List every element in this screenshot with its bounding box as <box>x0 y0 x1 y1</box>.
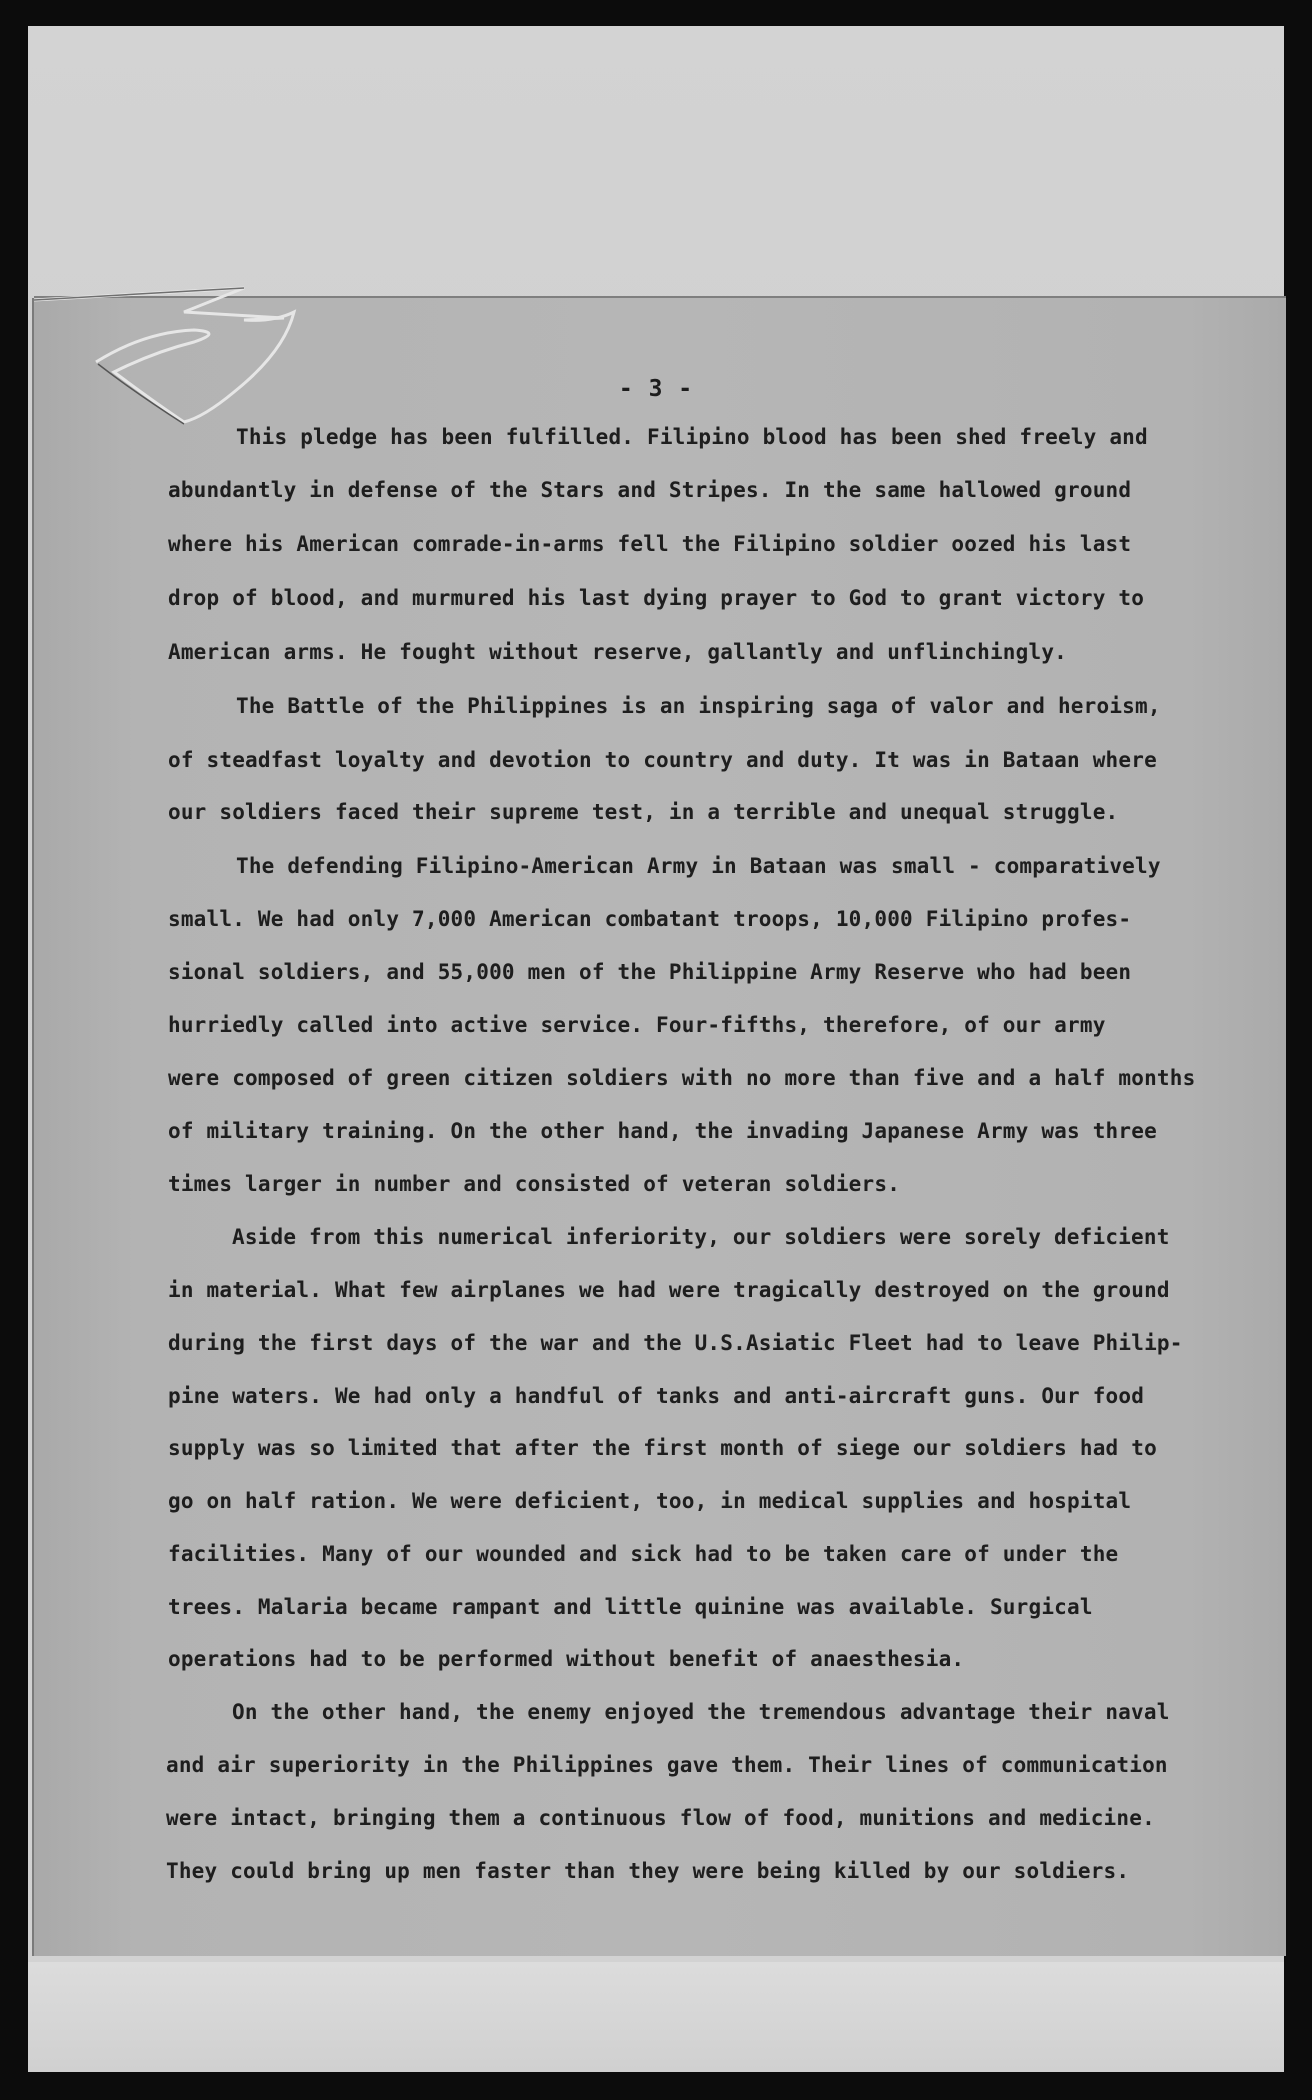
text-line: operations had to be performed without benefit of anaesthesia. <box>168 1647 965 1671</box>
text-line: small. We had only 7,000 American combatant troops, 10,000 Filipino profes- <box>168 907 1132 931</box>
text-line: and air superiority in the Philippines gave them. Their lines of communication <box>166 1753 1168 1777</box>
page-number: - 3 - <box>618 376 694 402</box>
text-line: hurriedly called into active service. Four-fifths, therefore, of our army <box>168 1013 1106 1037</box>
text-line: sional soldiers, and 55,000 men of the Philippine Army Reserve who had been <box>168 960 1132 984</box>
text-line: The Battle of the Philippines is an inspiring saga of valor and heroism, <box>236 694 1161 718</box>
text-line: The defending Filipino-American Army in Bataan was small - comparatively <box>236 854 1161 878</box>
text-line: On the other hand, the enemy enjoyed the tremendous advantage their naval <box>232 1700 1170 1724</box>
text-line: They could bring up men faster than they were being killed by our soldiers. <box>166 1859 1130 1883</box>
text-line: go on half ration. We were deficient, too, in medical supplies and hospital <box>168 1489 1132 1513</box>
text-line: of steadfast loyalty and devotion to country and duty. It was in Bataan where <box>168 748 1157 772</box>
text-line: drop of blood, and murmured his last dying prayer to God to grant victory to <box>168 586 1145 610</box>
text-line: pine waters. We had only a handful of tanks and anti-aircraft guns. Our food <box>168 1384 1145 1408</box>
text-line: facilities. Many of our wounded and sick had to be taken care of under the <box>168 1542 1119 1566</box>
text-line: times larger in number and consisted of veteran soldiers. <box>168 1172 901 1196</box>
text-line: where his American comrade-in-arms fell the Filipino soldier oozed his last <box>168 532 1132 556</box>
text-line: trees. Malaria became rampant and little quinine was available. Surgical <box>168 1595 1093 1619</box>
text-line: were composed of green citizen soldiers with no more than five and a half months <box>168 1066 1196 1090</box>
text-line: abundantly in defense of the Stars and Stripes. In the same hallowed ground <box>168 478 1132 502</box>
text-line: supply was so limited that after the first month of siege our soldiers had to <box>168 1436 1157 1460</box>
text-line: were intact, bringing them a continuous flow of food, munitions and medicine. <box>166 1806 1155 1830</box>
text-line: Aside from this numerical inferiority, our soldiers were sorely deficient <box>232 1225 1170 1249</box>
text-line: during the first days of the war and the U.S.Asiatic Fleet had to leave Philip- <box>168 1331 1183 1355</box>
text-line: in material. What few airplanes we had were tragically destroyed on the ground <box>168 1278 1170 1302</box>
text-line: of military training. On the other hand, the invading Japanese Army was three <box>168 1119 1157 1143</box>
text-line: our soldiers faced their supreme test, in a terrible and unequal struggle. <box>168 800 1119 824</box>
text-line: American arms. He fought without reserve, gallantly and unflinchingly. <box>168 640 1068 664</box>
text-line: This pledge has been fulfilled. Filipino blood has been shed freely and <box>236 425 1148 449</box>
